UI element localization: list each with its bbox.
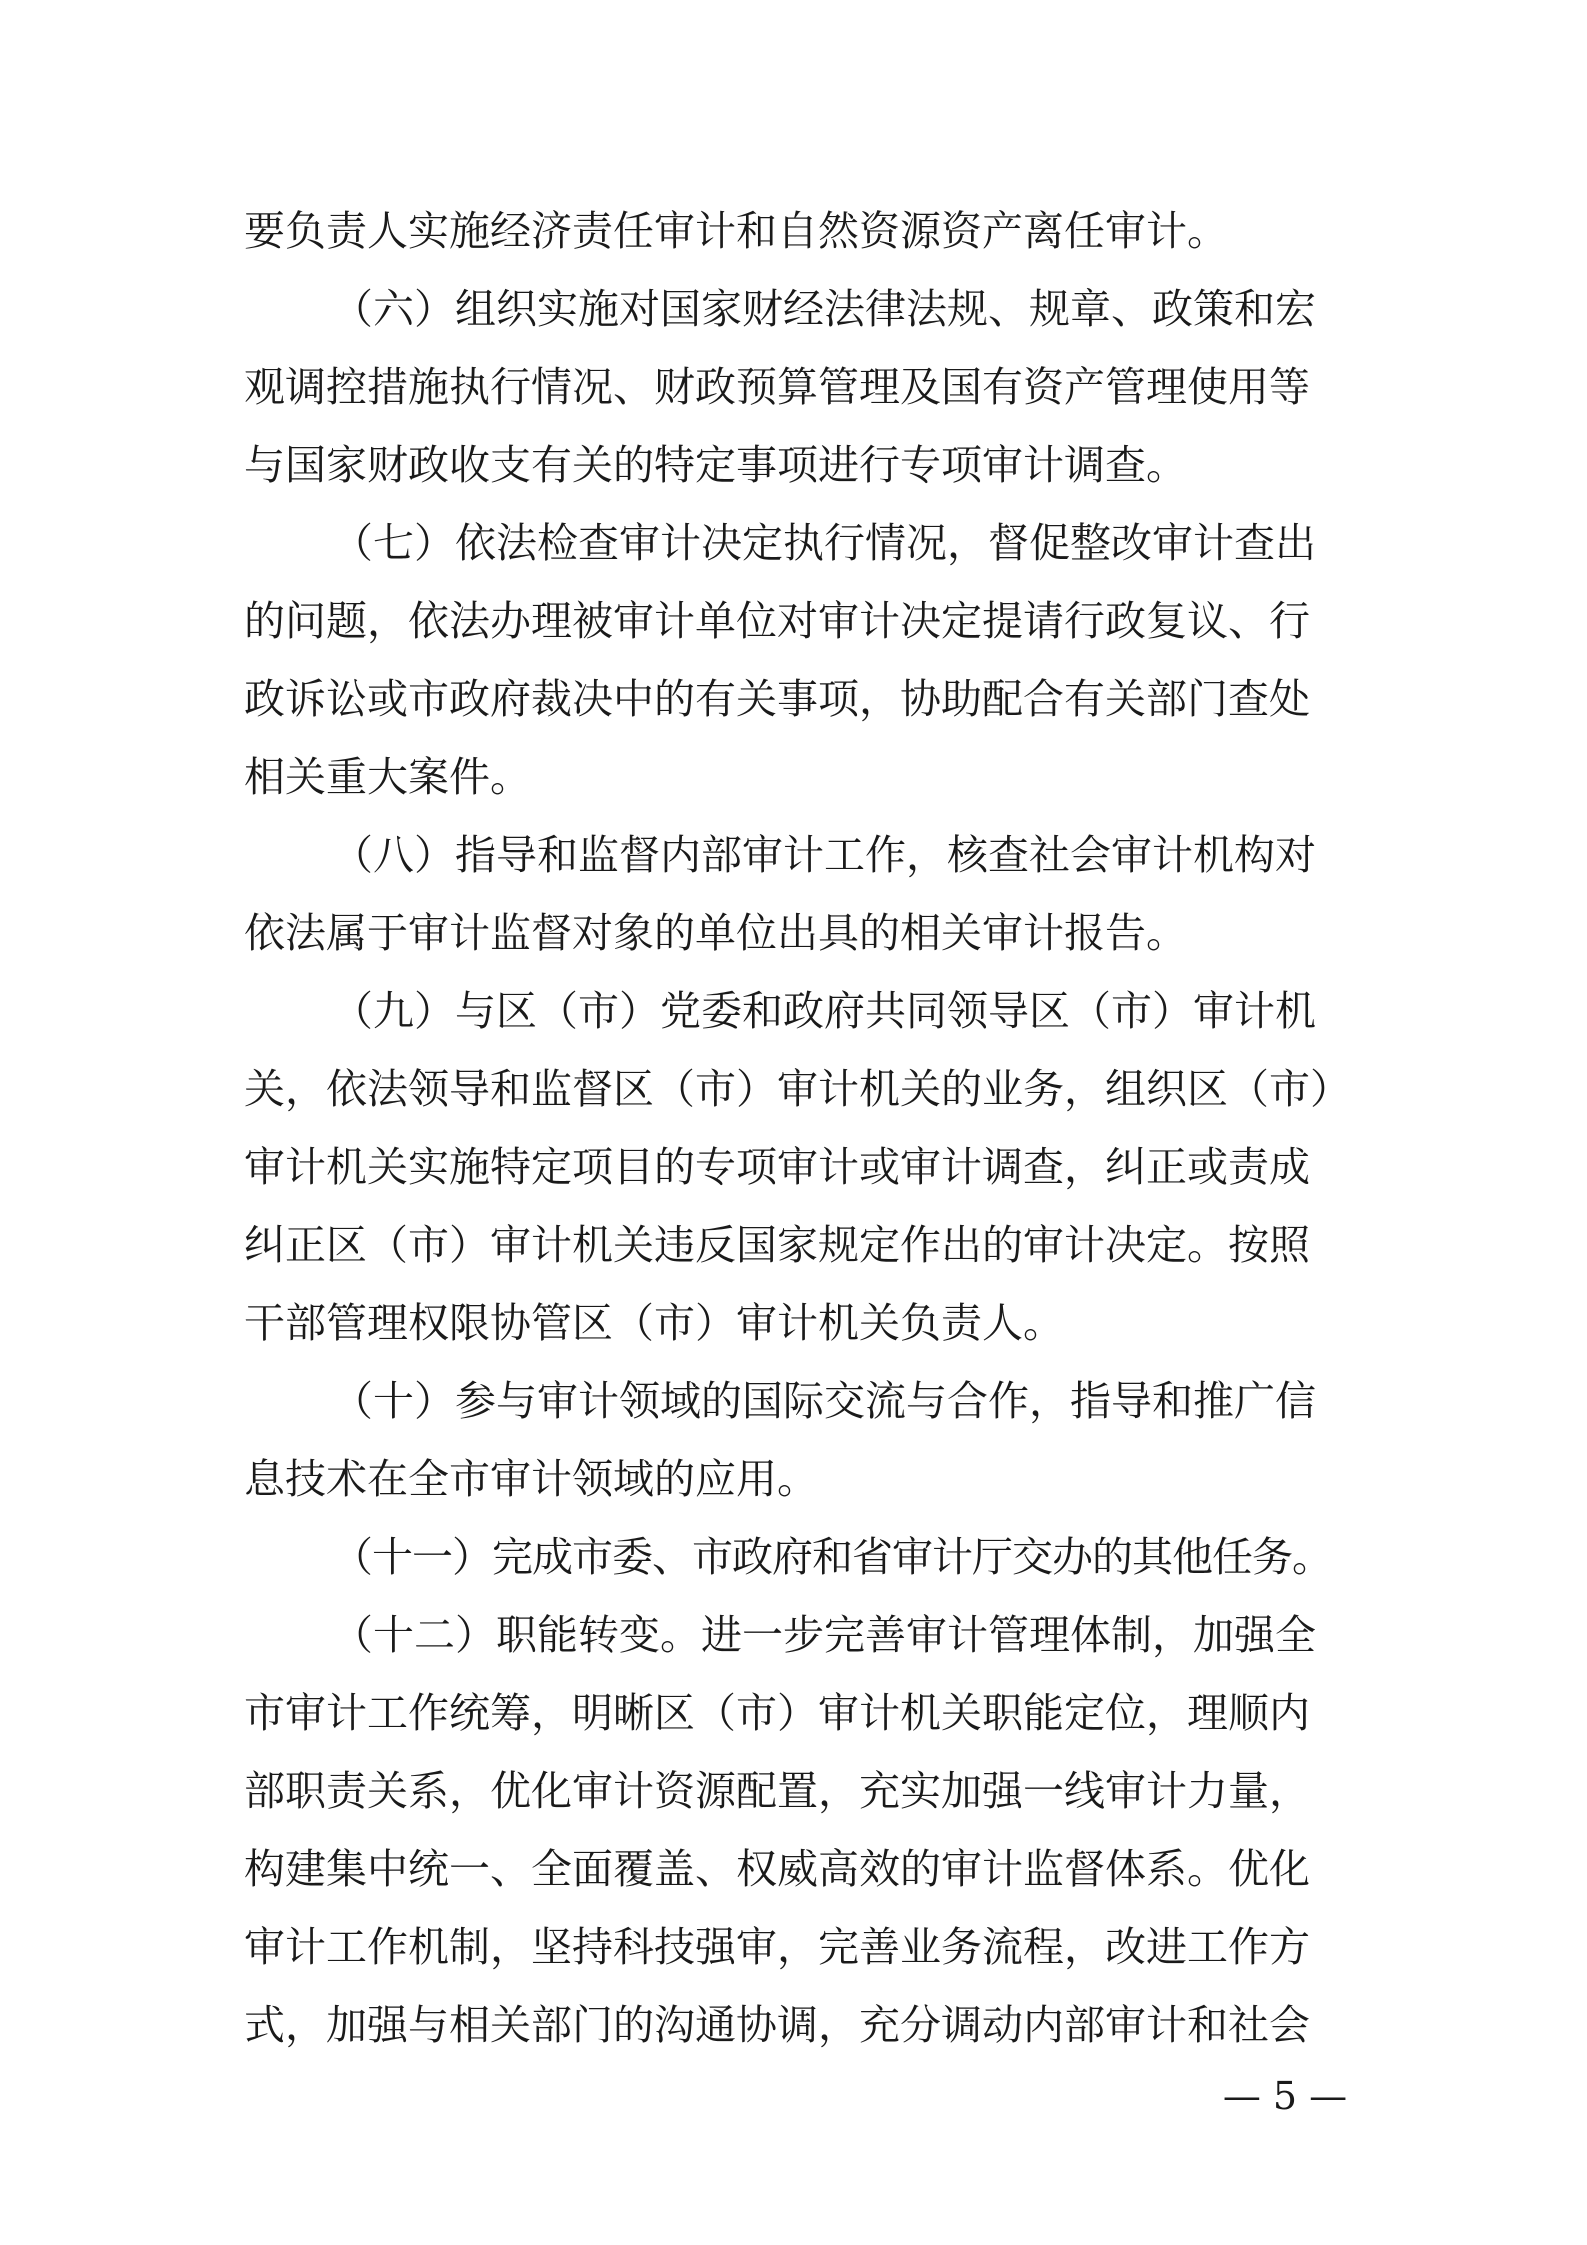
text-line: 政诉讼或市政府裁决中的有关事项，协助配合有关部门查处: [244, 675, 1310, 723]
paragraph-eleven: （十一）完成市委、市政府和省审计厅交办的其他任务。: [332, 1533, 1332, 1581]
text-line: 审计机关实施特定项目的专项审计或审计调查，纠正或责成: [244, 1143, 1310, 1191]
text-line: 的问题，依法办理被审计单位对审计决定提请行政复议、行: [244, 597, 1310, 645]
text-line: 息技术在全市审计领域的应用。: [244, 1455, 818, 1503]
text-line: 市审计工作统筹，明晰区（市）审计机关职能定位，理顺内: [244, 1689, 1310, 1737]
body-text: [244, 192, 1351, 2064]
page-number: — 5 —: [1222, 2074, 1348, 2118]
text-line: 与国家财政收支有关的特定事项进行专项审计调查。: [244, 441, 1187, 489]
text-line: 依法属于审计监督对象的单位出具的相关审计报告。: [244, 909, 1187, 957]
text-line: 式，加强与相关部门的沟通协调，充分调动内部审计和社会: [244, 2001, 1310, 2049]
paragraph-seven-start: （七）依法检查审计决定执行情况，督促整改审计查出: [332, 519, 1316, 567]
paragraph-six-start: （六）组织实施对国家财经法律法规、规章、政策和宏: [332, 285, 1316, 333]
paragraph-eight-start: （八）指导和监督内部审计工作，核查社会审计机构对: [332, 831, 1316, 879]
text-line: 干部管理权限协管区（市）审计机关负责人。: [244, 1299, 1064, 1347]
text-line: 构建集中统一、全面覆盖、权威高效的审计监督体系。优化: [244, 1845, 1310, 1893]
text-line: 观调控措施执行情况、财政预算管理及国有资产管理使用等: [244, 363, 1310, 411]
text-line: 纠正区（市）审计机关违反国家规定作出的审计决定。按照: [244, 1221, 1310, 1269]
text-line: 审计工作机制，坚持科技强审，完善业务流程，改进工作方: [244, 1923, 1310, 1971]
paragraph-twelve-start: （十二）职能转变。进一步完善审计管理体制，加强全: [332, 1611, 1316, 1659]
text-line: 相关重大案件。: [244, 753, 531, 801]
text-line: 关，依法领导和监督区（市）审计机关的业务，组织区（市）: [244, 1065, 1351, 1113]
paragraph-nine-start: （九）与区（市）党委和政府共同领导区（市）审计机: [332, 987, 1316, 1035]
paragraph-ten-start: （十）参与审计领域的国际交流与合作，指导和推广信: [332, 1377, 1316, 1425]
text-line: 要负责人实施经济责任审计和自然资源资产离任审计。: [244, 207, 1228, 255]
text-line: 部职责关系，优化审计资源配置，充实加强一线审计力量，: [244, 1767, 1310, 1815]
